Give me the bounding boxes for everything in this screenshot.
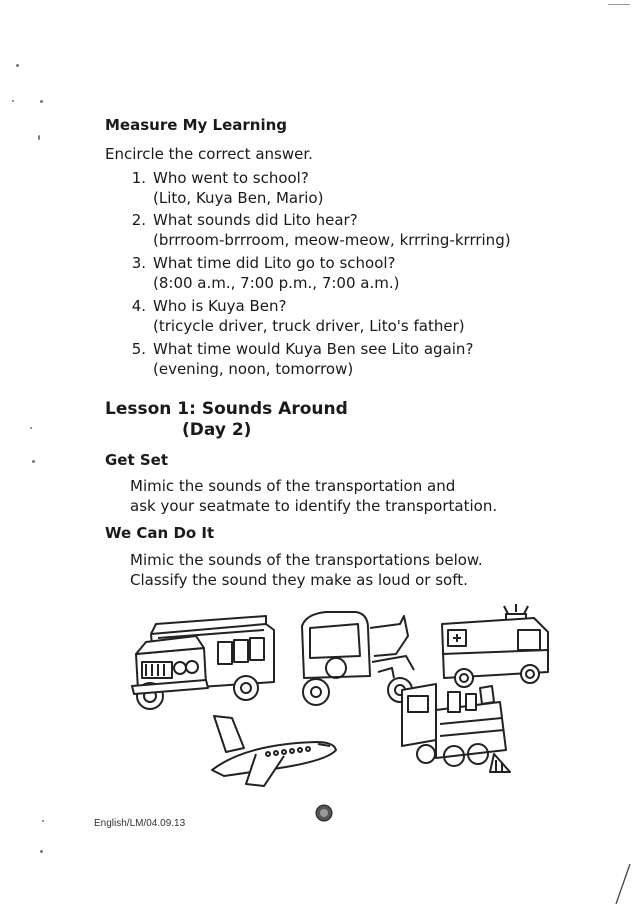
lesson-title: Lesson 1: Sounds Around bbox=[105, 399, 348, 419]
question-number: 3. bbox=[131, 254, 146, 272]
measure-heading: Measure My Learning bbox=[105, 116, 288, 134]
jeepney-icon bbox=[126, 612, 286, 712]
question-choices: (tricycle driver, truck driver, Lito's father) bbox=[153, 317, 465, 335]
scan-speck bbox=[42, 820, 44, 822]
we-can-line: Classify the sound they make as loud or soft. bbox=[130, 571, 468, 589]
measure-instruction: Encircle the correct answer. bbox=[105, 145, 313, 163]
lesson-day: (Day 2) bbox=[182, 420, 252, 440]
scan-speck bbox=[40, 100, 43, 103]
scan-mark bbox=[612, 862, 632, 906]
scan-speck bbox=[30, 427, 32, 429]
footer-code: English/LM/04.09.13 bbox=[94, 818, 186, 829]
get-set-line: Mimic the sounds of the transportation and bbox=[130, 477, 456, 495]
question-number: 2. bbox=[131, 211, 146, 229]
get-set-line: ask your seatmate to identify the transportation. bbox=[130, 497, 498, 515]
question-text: Who went to school? bbox=[153, 169, 309, 187]
question-number: 1. bbox=[131, 169, 146, 187]
we-can-line: Mimic the sounds of the transportations below. bbox=[130, 551, 483, 569]
question-item bbox=[128, 210, 598, 250]
question-choices: (Lito, Kuya Ben, Mario) bbox=[153, 189, 324, 207]
question-text: What time would Kuya Ben see Lito again? bbox=[153, 340, 474, 358]
question-choices: (8:00 a.m., 7:00 p.m., 7:00 a.m.) bbox=[153, 274, 400, 292]
airplane-icon bbox=[206, 714, 342, 792]
scan-speck bbox=[12, 100, 14, 102]
question-text: Who is Kuya Ben? bbox=[153, 297, 287, 315]
get-set-heading: Get Set bbox=[105, 451, 169, 469]
scan-speck bbox=[16, 64, 19, 67]
question-number: 4. bbox=[131, 297, 146, 315]
train-icon bbox=[396, 680, 514, 776]
scan-speck bbox=[38, 135, 40, 140]
we-can-heading: We Can Do It bbox=[105, 524, 215, 542]
question-item bbox=[128, 296, 598, 336]
question-text: What time did Lito go to school? bbox=[153, 254, 396, 272]
question-item bbox=[128, 339, 598, 379]
scan-speck bbox=[32, 460, 35, 463]
scan-speck bbox=[40, 850, 43, 853]
question-item bbox=[128, 168, 598, 208]
question-choices: (brrroom-brrroom, meow-meow, krrring-krrring) bbox=[153, 231, 511, 249]
question-item bbox=[128, 253, 598, 293]
seal-icon bbox=[315, 804, 333, 822]
ambulance-icon bbox=[438, 604, 554, 692]
question-text: What sounds did Lito hear? bbox=[153, 211, 358, 229]
question-number: 5. bbox=[131, 340, 146, 358]
scan-speck bbox=[608, 4, 630, 5]
question-choices: (evening, noon, tomorrow) bbox=[153, 360, 354, 378]
